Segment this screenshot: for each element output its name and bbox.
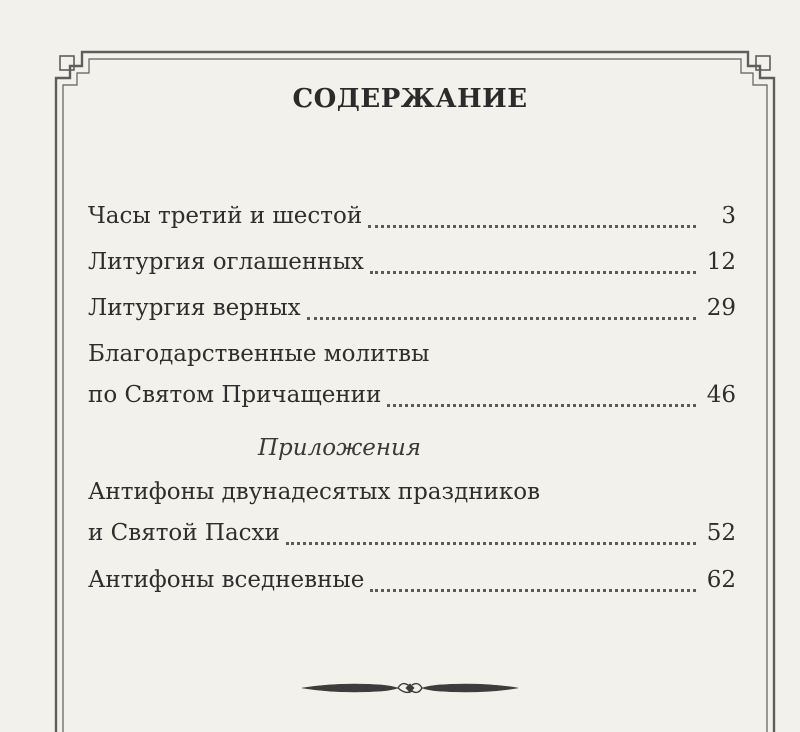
toc-entry-label: Часы третий и шестой bbox=[88, 203, 363, 229]
toc-page-number: 52 bbox=[706, 520, 736, 546]
table-of-contents bbox=[88, 196, 736, 601]
toc-entry-antiphons-daily[interactable] bbox=[88, 560, 736, 601]
toc-entry-faithful[interactable] bbox=[88, 288, 736, 329]
toc-entry-hours[interactable] bbox=[88, 196, 736, 237]
toc-page-number: 29 bbox=[706, 295, 736, 321]
toc-entry-label: Литургия оглашенных bbox=[88, 249, 364, 275]
toc-page-number: 62 bbox=[706, 567, 736, 593]
toc-entry-label: и Святой Пасхи bbox=[88, 520, 280, 546]
toc-entry-catechumens[interactable] bbox=[88, 242, 736, 283]
dot-leader bbox=[370, 589, 696, 592]
toc-entry-label: по Святом Причащении bbox=[88, 382, 382, 408]
dot-leader bbox=[286, 542, 696, 545]
toc-entry-label-line1: Благодарственные молитвы bbox=[88, 341, 430, 367]
toc-entry-label-line1: Антифоны двунадесятых праздников bbox=[88, 479, 541, 505]
dot-leader bbox=[387, 404, 696, 407]
dot-leader bbox=[370, 271, 696, 274]
toc-entry-thanksgiving[interactable] bbox=[88, 334, 736, 416]
flourish-ornament-icon bbox=[300, 676, 520, 700]
toc-page-number: 46 bbox=[706, 382, 736, 408]
toc-entry-antiphons-feasts[interactable] bbox=[88, 472, 736, 554]
toc-entry-label: Литургия верных bbox=[88, 295, 301, 321]
dot-leader bbox=[368, 225, 696, 228]
toc-page-number: 3 bbox=[721, 203, 736, 229]
toc-entry-label: Антифоны вседневные bbox=[88, 567, 365, 593]
page-title: СОДЕРЖАНИЕ bbox=[292, 84, 528, 114]
dot-leader bbox=[307, 317, 696, 320]
appendix-heading: Приложения bbox=[258, 435, 422, 461]
toc-page-number: 12 bbox=[706, 249, 736, 275]
